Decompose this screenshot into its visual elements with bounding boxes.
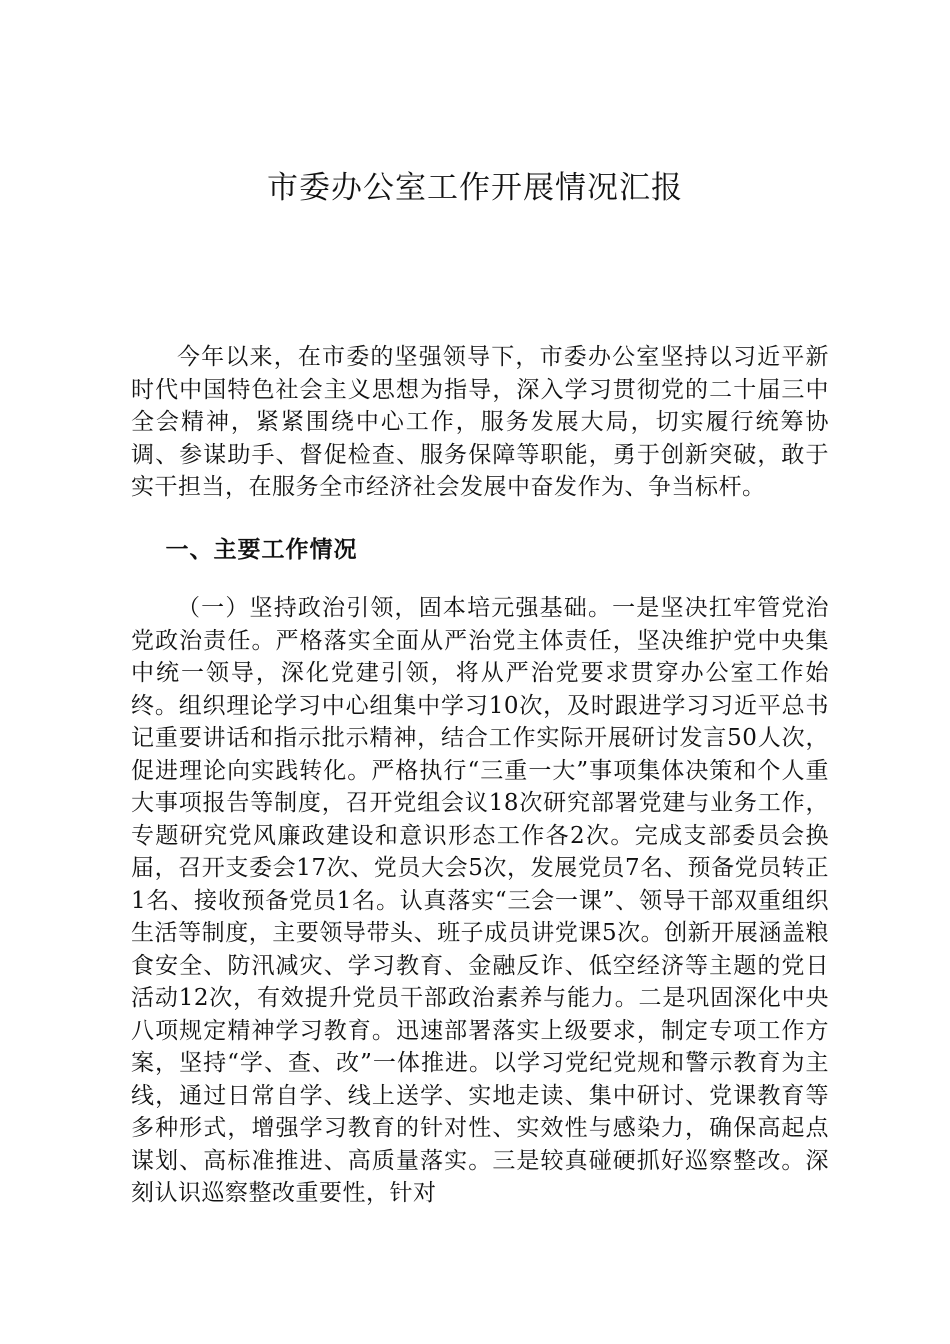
body-paragraph: （一）坚持政治引领，固本培元强基础。一是坚决扛牢管党治党政治责任。严格落实全面从严治党主体责任，坚决维护党中央集中统一领导，深化党建引领，将从严治党要求贯穿办公室工作始终。组织理论学习中心组集中学习10次，及时跟进学习习近平总书记重要讲话和指示批示精神，结合工作实际开展研讨发言50人次，促进理论向实践转化。严格执行“三重一大”事项集体决策和个人重大事项报告等制度，召开党组会议18次研究部署党建与业务工作，专题研究党风廉政建设和意识形态工作各2次。完成支部委员会换届，召开支委会17次、党员大会5次，发展党员7名、预备党员转正1名、接收预备党员1名。认真落实“三会一课”、领导干部双重组织生活等制度，主要领导带头、班子成员讲党课5次。创新开展涵盖粮食安全、防汛减灾、学习教育、金融反诈、低空经济等主题的党日活动12次，有效提升党员干部政治素养与能力。二是巩固深化中央八项规定精神学习教育。迅速部署落实上级要求，制定专项工作方案，坚持“学、查、改”一体推进。以学习党纪党规和警示教育为主线，通过日常自学、线上送学、实地走读、集中研讨、党课教育等多种形式，增强学习教育的针对性、实效性与感染力，确保高起点谋划、高标准推进、高质量落实。三是较真碰硬抓好巡察整改。深刻认识巡察整改重要性，针对 (131, 595, 829, 1206)
section-heading: 一、主要工作情况 (165, 537, 358, 563)
intro-paragraph: 今年以来，在市委的坚强领导下，市委办公室坚持以习近平新时代中国特色社会主义思想为指导，深入学习贯彻党的二十届三中全会精神，紧紧围绕中心工作，服务发展大局，切实履行统筹协调、参谋助手、督促检查、服务保障等职能，勇于创新突破，敢于实干担当，在服务全市经济社会发展中奋发作为、争当标杆。 (131, 344, 829, 500)
document-title: 市委办公室工作开展情况汇报 (267, 170, 683, 206)
